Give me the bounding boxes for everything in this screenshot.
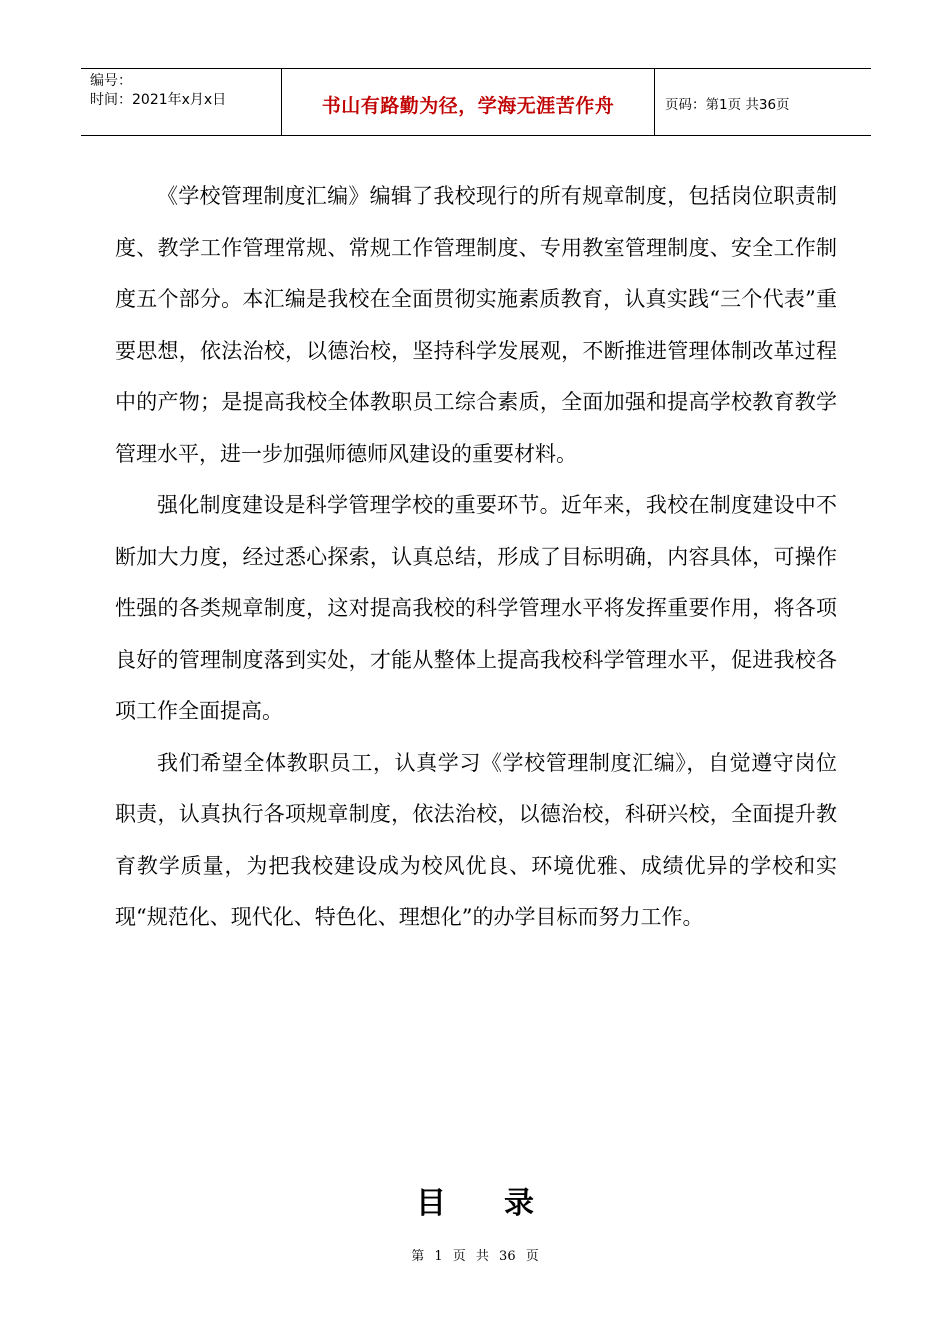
header-motto: 书山有路勤为径，学海无涯苦作舟 xyxy=(321,94,615,117)
preface-paragraph: 强化制度建设是科学管理学校的重要环节。近年来，我校在制度建设中不断加大力度，经过悉心探索，认真总结，形成了目标明确，内容具体，可操作性强的各类规章制度，这对提高我校的科学管理水平将发挥重要作用，将各项良好的管理制度落到实处，才能从整体上提高我校科学管理水平，促进我校各项工作全面提高。 xyxy=(115,493,837,723)
toc-title: 目录 xyxy=(416,1186,592,1221)
header-motto-cell xyxy=(282,69,655,135)
page-footer: 第 1 页 共 36 页 xyxy=(411,1249,539,1264)
preface-paragraph: 我们希望全体教职员工，认真学习《学校管理制度汇编》，自觉遵守岗位职责，认真执行各项规章制度，依法治校，以德治校，科研兴校，全面提升教育教学质量，为把我校建设成为校风优良、环境优雅、成绩优异的学校和实现“规范化、现代化、特色化、理想化”的办学目标而努力工作。 xyxy=(115,750,837,929)
document-number-label: 编号： xyxy=(90,73,132,89)
header-page-info: 页码：第1页 共36页 xyxy=(665,97,790,113)
document-time-label: 时间：2021年x月x日 xyxy=(90,92,227,108)
preface-paragraph: 《学校管理制度汇编》编辑了我校现行的所有规章制度，包括岗位职责制度、教学工作管理常规、常规工作管理制度、专用教室管理制度、安全工作制度五个部分。本汇编是我校在全面贯彻实施素质教育，认真实践“三个代表”重要思想，依法治校，以德治校，坚持科学发展观，不断推进管理体制改革过程中的产物；是提高我校全体教职员工综合素质，全面加强和提高学校教育教学管理水平，进一步加强师德师风建设的重要材料。 xyxy=(115,184,837,466)
header-page-info-cell xyxy=(655,69,871,135)
preface-body xyxy=(115,171,837,944)
header-meta xyxy=(81,69,282,135)
document-header xyxy=(81,68,871,136)
